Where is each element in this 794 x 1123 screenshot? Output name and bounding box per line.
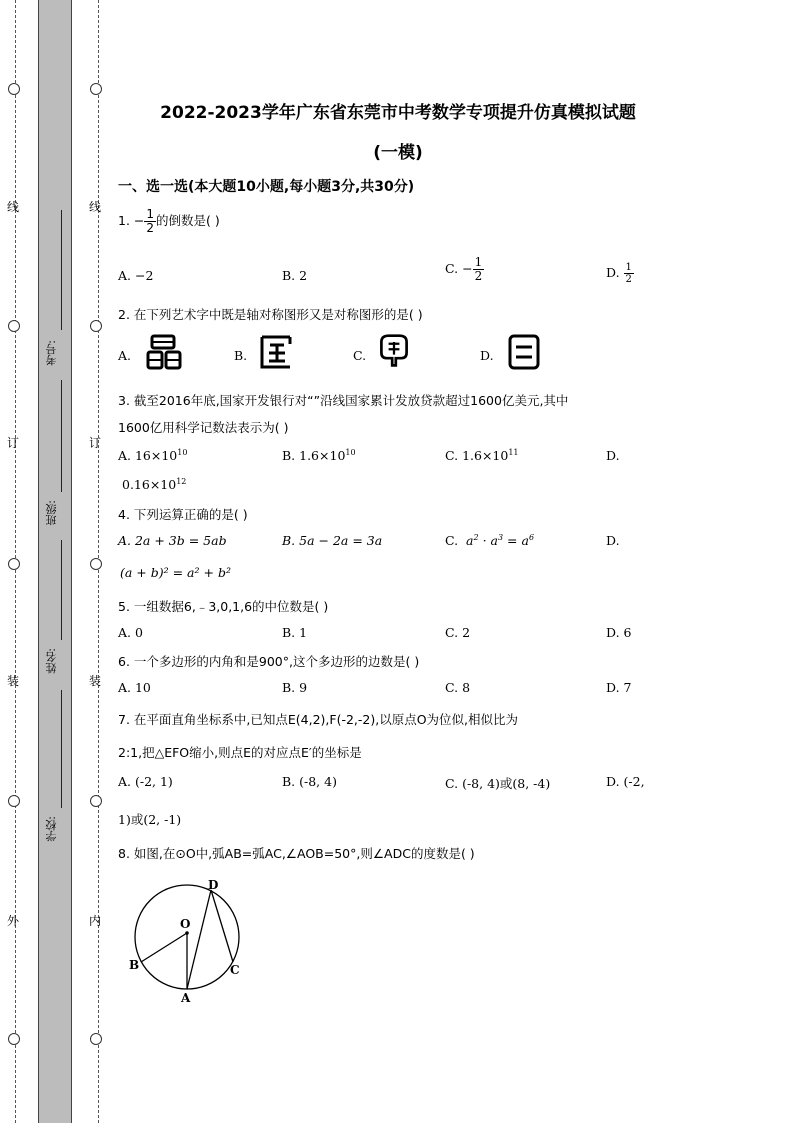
option-label: C. <box>445 261 459 276</box>
q7-option-d-value: 1)或(2, -1) <box>118 812 182 827</box>
q6-option-d[interactable]: D. 7 <box>606 680 632 695</box>
q4-option-d-value: (a + b)² = a² + b² <box>120 565 231 580</box>
page-subtitle: (一模) <box>373 143 423 163</box>
q2-option-b[interactable]: B. <box>234 348 248 363</box>
question-2: 2. 在下列艺术字中既是轴对称图形又是对称图形的是( ) <box>118 307 423 322</box>
punch-hole <box>90 1033 102 1045</box>
option-text: 0.16×10 <box>122 477 177 493</box>
question-7-line-1: 7. 在平面直角坐标系中,已知点E(4,2),F(-2,-2),以原点O为位似,相似比为 <box>118 712 519 727</box>
margin-char: 订 <box>88 436 101 450</box>
margin-char: 装 <box>88 674 101 688</box>
q2-option-c[interactable]: C. <box>353 348 367 363</box>
margin-char: 线 <box>88 200 101 214</box>
question-5: 5. 一组数据6,﹣3,0,1,6的中位数是( ) <box>118 599 329 614</box>
blank-line <box>61 690 62 808</box>
q5-option-d[interactable]: D. 6 <box>606 625 632 640</box>
art-glyph-b-icon <box>258 334 294 370</box>
blank-line <box>61 210 62 330</box>
minus-sign: − <box>133 213 145 228</box>
q6-option-b[interactable]: B. 9 <box>282 680 308 695</box>
q2-option-a[interactable]: A. <box>118 348 132 363</box>
label-b: B <box>129 958 140 972</box>
question-7-line-2: 2:1,把△EFO缩小,则点E的对应点E′的坐标是 <box>118 745 362 760</box>
exam-number-field[interactable] <box>44 340 64 366</box>
question-8: 8. 如图,在⊙O中,弧AB=弧AC,∠AOB=50°,则∠ADC的度数是( ) <box>118 846 475 861</box>
label-d: D <box>208 878 219 892</box>
option-label: D. <box>606 265 620 280</box>
q6-option-c[interactable]: C. 8 <box>445 680 471 695</box>
q6-option-a[interactable]: A. 10 <box>118 680 151 695</box>
punch-hole <box>8 795 20 807</box>
question-1 <box>118 208 220 235</box>
numerator: 1 <box>474 255 483 269</box>
exponent: 11 <box>508 448 519 457</box>
exponent: 10 <box>345 448 356 457</box>
question-text: 的倒数是( ) <box>156 213 220 228</box>
q3-option-d-value <box>122 477 186 492</box>
circle-figure <box>124 876 248 1004</box>
q1-option-b[interactable]: B. 2 <box>282 268 308 283</box>
label-o: O <box>180 917 191 931</box>
margin-char: 订 <box>6 436 19 450</box>
segment-dc <box>211 890 233 962</box>
fraction <box>624 262 634 285</box>
label-c: C <box>230 963 240 977</box>
name-label: 姓名: <box>45 648 58 674</box>
option-text: C. 1.6×10 <box>445 448 509 464</box>
exponent: 10 <box>177 448 188 457</box>
question-3-line-1: 3. 截至2016年底,国家开发银行对“”沿线国家累计发放贷款超过1600亿美元,其中 <box>118 393 569 408</box>
art-glyph-c-icon <box>376 333 412 369</box>
blank-line <box>61 380 62 492</box>
q7-option-b[interactable]: B. (-8, 4) <box>282 774 337 789</box>
q5-option-a[interactable]: A. 0 <box>118 625 143 640</box>
blank-line <box>61 540 62 640</box>
question-number: 1. <box>118 213 130 228</box>
page-title: 2022-2023学年广东省东莞市中考数学专项提升仿真模拟试题 <box>160 103 636 123</box>
q1-option-c[interactable] <box>445 256 484 283</box>
punch-hole <box>90 795 102 807</box>
formula: $a^2 \cdot a^3 = a^6$ <box>462 533 535 549</box>
punch-hole <box>90 83 102 95</box>
section-heading: 一、选一选(本大题10小题,每小题3分,共30分) <box>118 179 415 195</box>
q3-option-d[interactable]: D. <box>606 448 620 463</box>
punch-hole <box>8 320 20 332</box>
q1-option-d[interactable] <box>606 262 634 285</box>
art-glyph-d-icon <box>506 334 542 370</box>
exponent: 12 <box>176 477 187 486</box>
art-glyph-a-icon <box>146 334 182 370</box>
q4-option-a[interactable]: A. 2a + 3b = 5ab <box>118 533 227 548</box>
option-label: C. <box>445 533 459 549</box>
school-label: 学校: <box>45 816 58 842</box>
q3-option-b[interactable] <box>282 448 356 463</box>
fraction <box>473 256 485 283</box>
class-label: 班级: <box>45 500 58 526</box>
label-a: A <box>181 991 191 1004</box>
numerator: 1 <box>146 207 155 221</box>
name-field[interactable] <box>44 648 64 674</box>
question-6: 6. 一个多边形的内角和是900°,这个多边形的边数是( ) <box>118 654 420 669</box>
fraction <box>144 208 156 235</box>
punch-hole <box>90 320 102 332</box>
segment-ob <box>141 933 187 962</box>
center-point <box>185 931 189 935</box>
margin-char: 内 <box>88 914 101 928</box>
denominator: 2 <box>146 221 155 235</box>
punch-hole <box>8 83 20 95</box>
q3-option-a[interactable] <box>118 448 187 463</box>
q2-option-d[interactable]: D. <box>480 348 494 363</box>
q5-option-c[interactable]: C. 2 <box>445 625 471 640</box>
q7-option-c[interactable]: C. (-8, 4)或(8, -4) <box>445 776 551 791</box>
q7-option-a[interactable]: A. (-2, 1) <box>118 774 173 789</box>
question-4: 4. 下列运算正确的是( ) <box>118 507 248 522</box>
numerator: 1 <box>625 262 632 273</box>
margin-char: 装 <box>6 674 19 688</box>
q4-option-b[interactable]: B. 5a − 2a = 3a <box>282 533 383 548</box>
punch-hole <box>8 558 20 570</box>
denominator: 2 <box>474 269 483 283</box>
option-text: A. 16×10 <box>118 448 178 464</box>
exam-number-label: 考号: <box>45 340 58 366</box>
denominator: 2 <box>625 274 632 285</box>
minus-sign: − <box>462 261 473 276</box>
q7-option-d[interactable]: D. (-2, <box>606 774 645 789</box>
school-field[interactable] <box>44 816 64 842</box>
margin-char: 线 <box>6 200 19 214</box>
option-text: B. 1.6×10 <box>282 448 346 464</box>
punch-hole <box>8 1033 20 1045</box>
q5-option-b[interactable]: B. 1 <box>282 625 308 640</box>
binding-strip <box>38 0 72 1123</box>
q1-option-a[interactable]: A. −2 <box>118 268 154 283</box>
punch-hole <box>90 558 102 570</box>
q3-option-c[interactable] <box>445 448 519 463</box>
class-field[interactable] <box>44 500 64 526</box>
q4-option-c[interactable] <box>445 533 534 548</box>
question-3-line-2: 1600亿用科学记数法表示为( ) <box>118 420 289 435</box>
margin-char: 外 <box>6 914 19 928</box>
q4-option-d[interactable]: D. <box>606 533 620 548</box>
segment-da <box>187 890 211 989</box>
